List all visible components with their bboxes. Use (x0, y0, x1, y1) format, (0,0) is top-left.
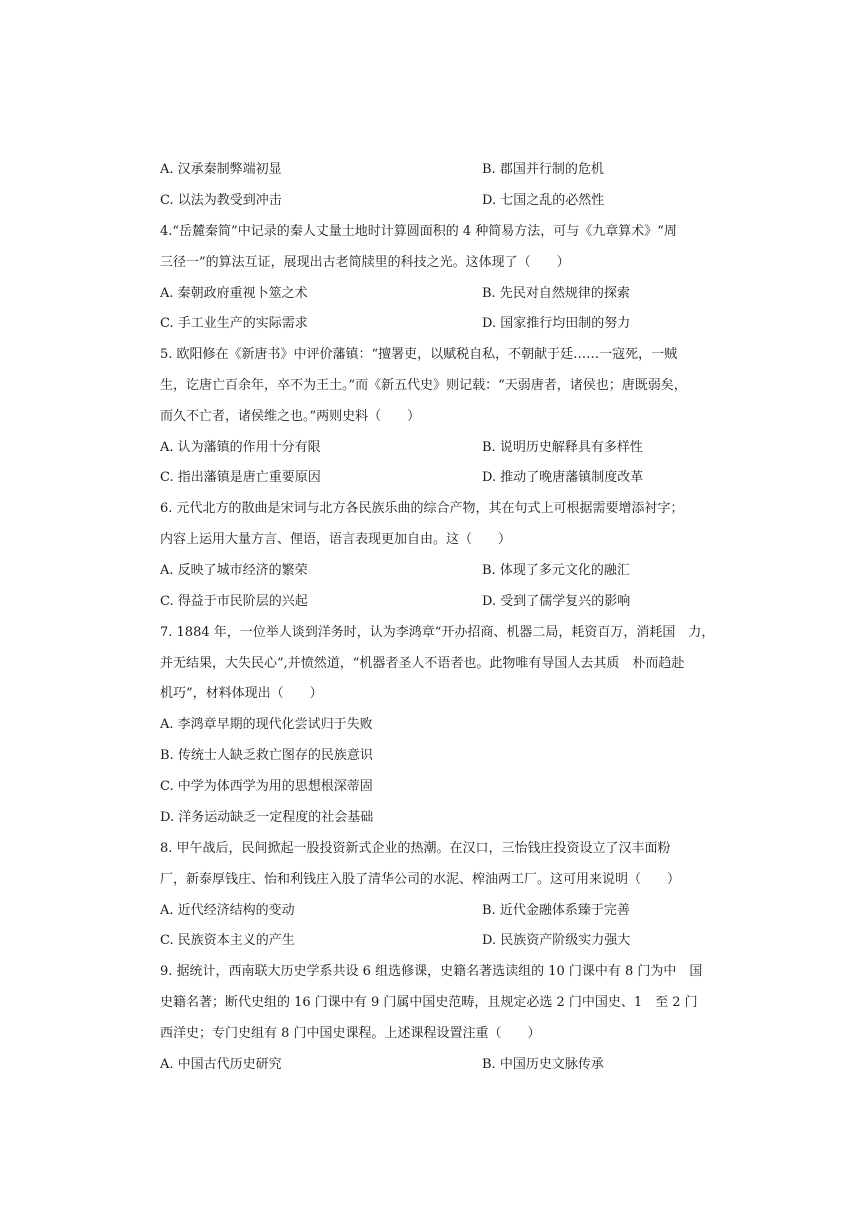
q4-option-d[interactable]: D. 国家推行均田制的努力 (482, 316, 631, 331)
q7-option-b[interactable]: B. 传统士人缺乏救亡图存的民族意识 (160, 748, 373, 763)
q3-option-a[interactable]: A. 汉承秦制弊端初显 (160, 162, 282, 177)
q8-option-b[interactable]: B. 近代金融体系臻于完善 (482, 903, 630, 918)
q7-stem-line-1: 7. 1884 年，一位举人谈到洋务时，认为李鸿章“开办招商、机器二局，耗资百万，消耗国 力， (160, 625, 715, 640)
q9-stem-line-3: 西洋史；专门史组有 8 门中国史课程。上述课程设置注重（ ） (160, 1026, 541, 1041)
q6-option-b[interactable]: B. 体现了多元文化的融汇 (482, 563, 630, 578)
q5-stem-line-3: 而久不亡者，诸侯维之也。”两则史料（ ） (160, 409, 421, 424)
q6-stem-line-1: 6. 元代北方的散曲是宋词与北方各民族乐曲的综合产物，其在句式上可根据需要增添衬字； (160, 501, 684, 516)
q6-stem-line-2: 内容上运用大量方言、俚语，语言表现更加自由。这（ ） (160, 532, 512, 547)
q5-option-d[interactable]: D. 推动了晚唐藩镇制度改革 (482, 470, 644, 485)
q9-option-a[interactable]: A. 中国古代历史研究 (160, 1057, 282, 1072)
q3-option-d[interactable]: D. 七国之乱的必然性 (482, 193, 605, 208)
q5-stem-line-2: 生，讫唐亡百余年，卒不为王土。”而《新五代史》则记载：“天弱唐者，诸侯也；唐既弱矣， (160, 378, 687, 393)
q4-option-a[interactable]: A. 秦朝政府重视卜筮之术 (160, 286, 308, 301)
q8-option-c[interactable]: C. 民族资本主义的产生 (160, 933, 295, 948)
q7-option-d[interactable]: D. 洋务运动缺乏一定程度的社会基础 (160, 810, 374, 825)
q4-stem-line-1: 4.“岳麓秦简”中记录的秦人丈量土地时计算圆面积的 4 种简易方法，可与《九章算术》“周 (160, 224, 677, 239)
q4-option-b[interactable]: B. 先民对自然规律的探索 (482, 286, 630, 301)
q8-option-a[interactable]: A. 近代经济结构的变动 (160, 903, 295, 918)
q6-option-d[interactable]: D. 受到了儒学复兴的影响 (482, 594, 631, 609)
q7-option-a[interactable]: A. 李鸿章早期的现代化尝试归于失败 (160, 717, 373, 732)
q5-option-b[interactable]: B. 说明历史解释具有多样性 (482, 440, 643, 455)
q9-option-b[interactable]: B. 中国历史文脉传承 (482, 1057, 604, 1072)
q4-stem-line-2: 三径一”的算法互证，展现出古老简牍里的科技之光。这体现了（ ） (160, 255, 570, 270)
q7-stem-line-2: 并无结果，大失民心”,并愤然道，“机器者圣人不语者也。此物唯有导国人去其质 朴而趋赴 (160, 656, 685, 671)
q9-stem-line-2: 史籍名著；断代史组的 16 门课中有 9 门属中国史范畴，且规定必选 2 门中国史、1 至 2 门 (160, 995, 698, 1010)
q8-option-d[interactable]: D. 民族资产阶级实力强大 (482, 933, 631, 948)
q6-option-a[interactable]: A. 反映了城市经济的繁荣 (160, 563, 308, 578)
q5-option-a[interactable]: A. 认为藩镇的作用十分有限 (160, 440, 321, 455)
q9-stem-line-1: 9. 据统计，西南联大历史学系共设 6 组选修课，史籍名著选读组的 10 门课中有 8 门为中 国 (160, 964, 703, 979)
q7-option-c[interactable]: C. 中学为体西学为用的思想根深蒂固 (160, 779, 373, 794)
q5-stem-line-1: 5. 欧阳修在《新唐书》中评价藩镇：“擅署吏，以赋税自私，不朝献于廷……一寇死，一贼 (160, 347, 678, 362)
q3-option-c[interactable]: C. 以法为教受到冲击 (160, 193, 282, 208)
q5-option-c[interactable]: C. 指出藩镇是唐亡重要原因 (160, 470, 321, 485)
q8-stem-line-1: 8. 甲午战后，民间掀起一股投资新式企业的热潮。在汉口，三怡钱庄投资设立了汉丰面粉 (160, 841, 671, 856)
q6-option-c[interactable]: C. 得益于市民阶层的兴起 (160, 594, 308, 609)
q7-stem-line-3: 机巧”，材料体现出（ ） (160, 686, 323, 701)
q8-stem-line-2: 厂，新泰厚钱庄、怡和利钱庄入股了清华公司的水泥、榨油两工厂。这可用来说明（ ） (160, 872, 681, 887)
q4-option-c[interactable]: C. 手工业生产的实际需求 (160, 316, 308, 331)
q3-option-b[interactable]: B. 郡国并行制的危机 (482, 162, 604, 177)
